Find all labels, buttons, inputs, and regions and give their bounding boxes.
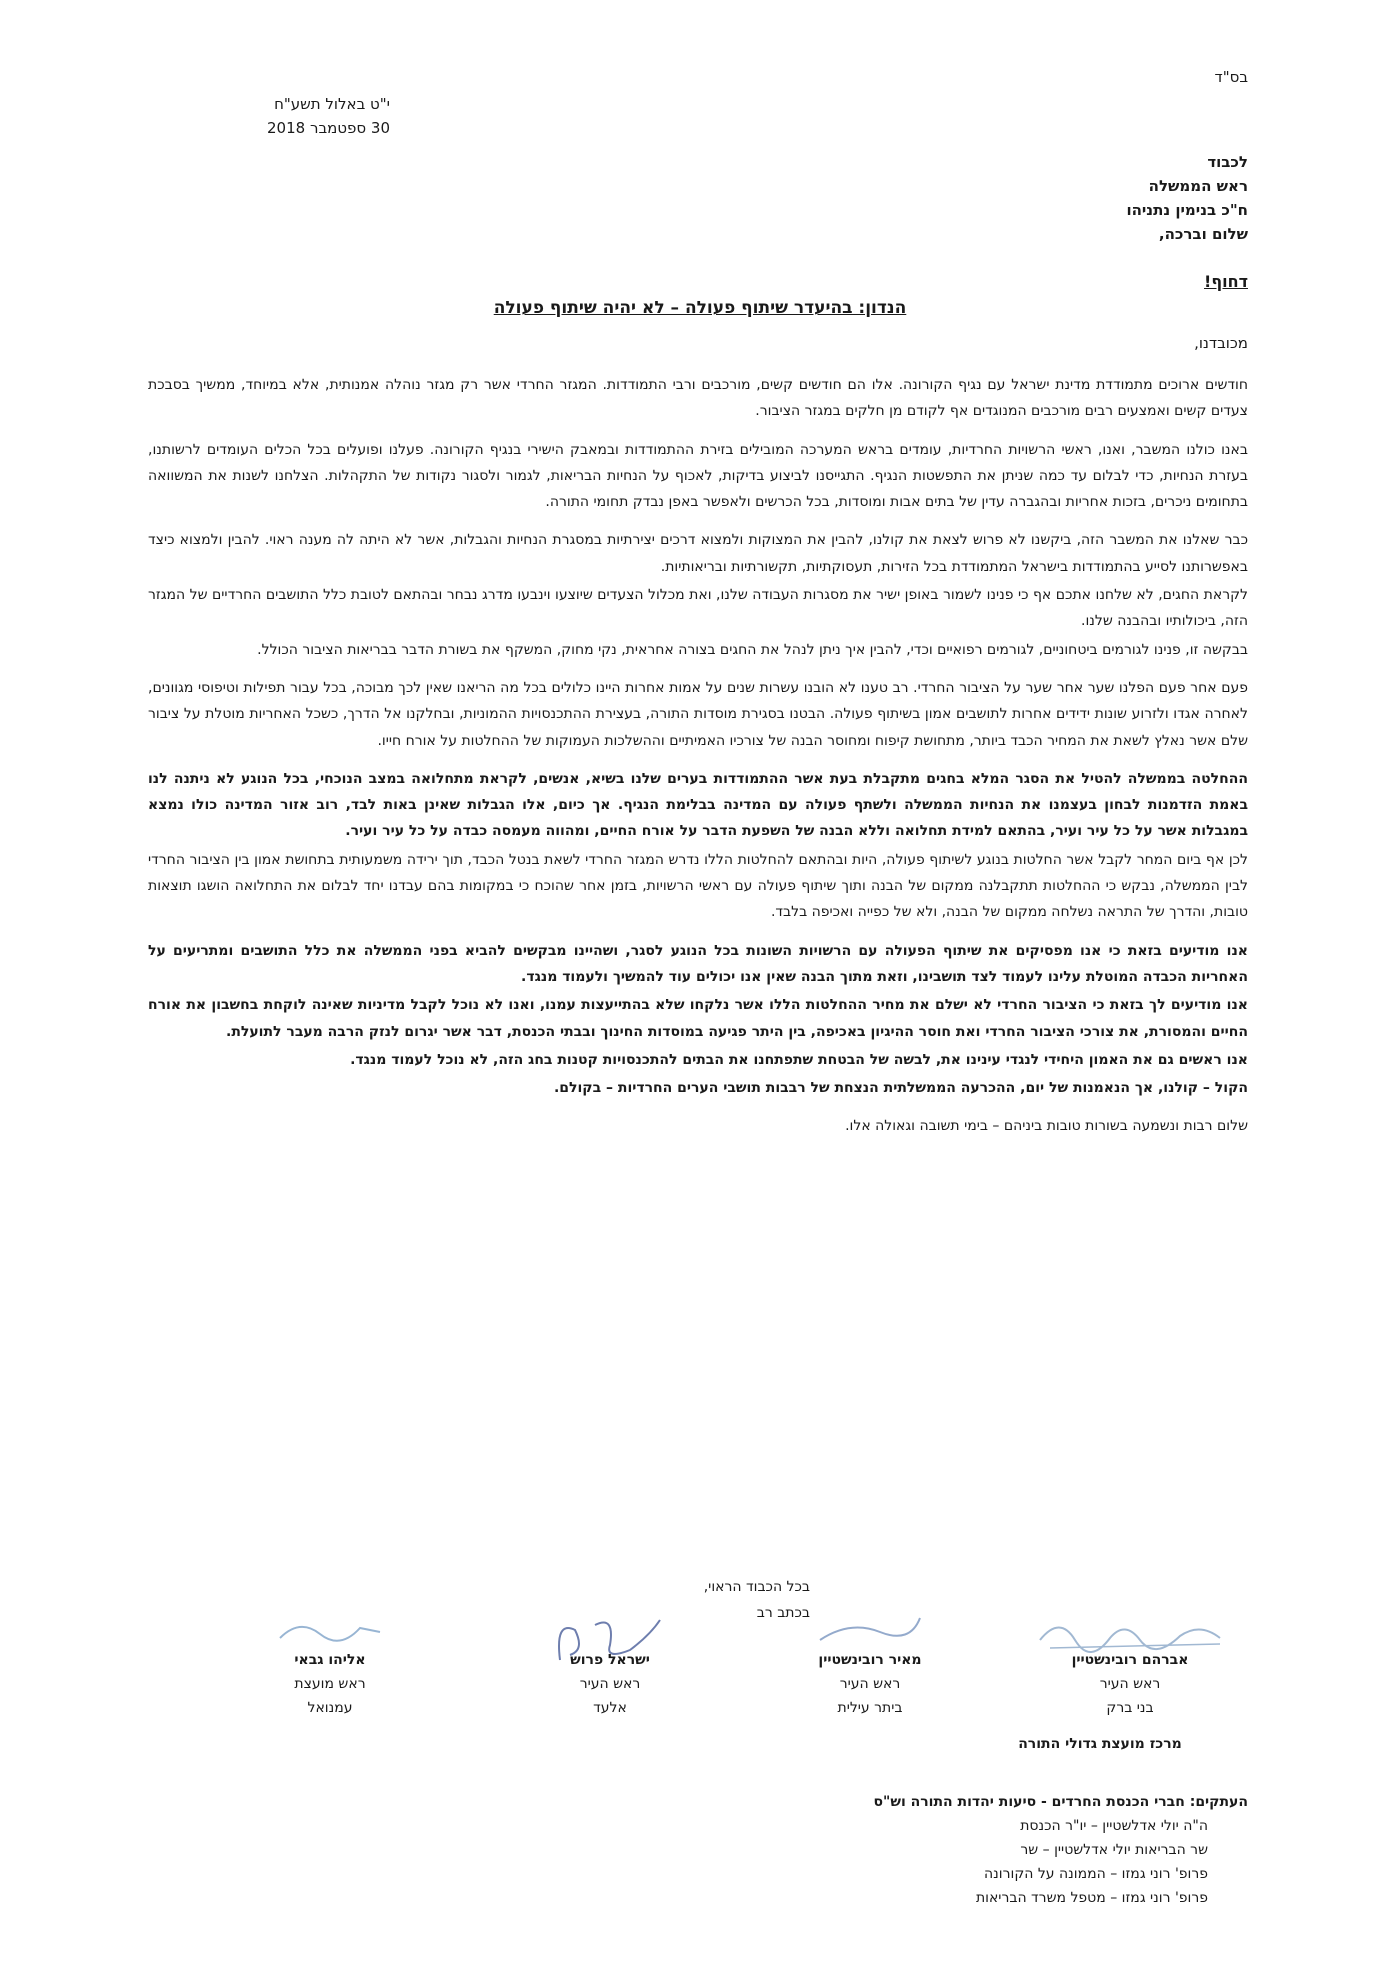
signature-1 (1020, 1616, 1240, 1720)
council-label: מרכז מועצת גדולי התורה (1018, 1736, 1182, 1752)
addressee-block (848, 150, 1248, 246)
cc-item: שר הבריאות יולי אדלשטיין – שר (1020, 1842, 1208, 1858)
body-paragraph: בבקשה זו, פנינו לגורמים ביטחוניים, לגורמים רפואיים וכדי, להבין איך ניתן לנהל את החגים בצורה אחראית, נקי מחוק, המשקף את בשורת הדבר בבריאות הציבור הכולל. (257, 641, 1248, 658)
body-paragraph: לכן אף ביום המחר לקבל אשר החלטות בנוגע לשיתוף פעולה, היות ובהתאם להחלטות הללו נדרש המגזר החרדי לשאת בנטל הכבד, תוך ירידה משמעותית בתחושת אמון בין הציבור החרדי לבין הממשלה, נבקש כי ההחלטות תתקבלנה ממקום של הבנה ותוך שיתוף פעולה עם ראשי הרשויות, בזמן אחר שהוכח כי במקומות בהם עבדנו יחד לבלום את התחלואה הושגו תוצאות טובות, והדרך של התראה נשלחה ממקום של הבנה, ולא של כפייה ואכיפה בלבד. (148, 851, 1248, 921)
body-paragraph-bold: אנו מודיעים בזאת כי אנו מפסיקים את שיתוף הפעולה עם הרשויות השונות בכל הנוגע לסגר, ושהיינו מבקשים להביא בפני הממשלה את כלל התושבים ומתריעים על האחריות הכבדה המוטלת עלינו לעמוד לצד תושבינו, וזאת מתוך הבנה שאין אנו יכולים עוד להמשיך ולעמוד מנגד. (148, 942, 1248, 985)
closing-line: בכל הכבוד הראוי, (703, 1579, 810, 1595)
greeting: מכובדנו, (1194, 334, 1248, 352)
signatures-block (150, 1616, 1250, 1776)
signer-title: ראש העיר (839, 1676, 901, 1692)
addressee-line: לכבוד (1207, 153, 1248, 171)
signature-3 (510, 1616, 710, 1720)
date-gregorian: 30 ספטמבר 2018 (267, 119, 390, 137)
body-paragraph-bold: אנו ראשים גם את האמון היחידי לנגדי עינינו את, לבשה של הבטחת שתפתחנו את הבתים להתכנסויות קטנות בחג הזה, לא נוכל לעמוד מנגד. (350, 1051, 1248, 1068)
cc-item: פרופ' רוני גמזו – מטפל משרד הבריאות (975, 1890, 1208, 1906)
signer-name: ישראל פרוש (570, 1652, 650, 1668)
closing-line: בכתב רב (756, 1605, 810, 1621)
body-paragraph: חודשים ארוכים מתמודדת מדינת ישראל עם נגיף הקורונה. אלו הם חודשים קשים, מורכבים ורבי התמודדות. המגזר החרדי אשר רק מגזר נוהלה אמנותית, אלא במיוחד, ממשיך בסבכת צעדים קשים ואמצעים רבים מורכבים המנוגדים אף לקודם מן חלקים במגזר הציבור. (148, 377, 1248, 420)
cc-block (628, 1790, 1248, 1910)
signer-name: אברהם רובינשטיין (1071, 1652, 1189, 1668)
body-paragraph-bold: אנו מודיעים לך בזאת כי הציבור החרדי לא ישלם את מחיר ההחלטות הללו אשר נלקחו שלא בהתייעצות עמנו, ואנו לא נוכל לקבל מדיניות שאינה לוקחת בחשבון את אורח החיים והמסורת, את צורכי הציבור החרדי ואת חוסר ההיגיון באכיפה, בין היתר פגיעה במוסדות החינוך ובבתי הכנסת, דבר אשר יגרום לנזק הרבה מעבר לתועלת. (148, 997, 1248, 1040)
addressee-line: ראש הממשלה (1148, 177, 1248, 195)
body-paragraph: שלום רבות ונשמעה בשורות טובות ביניהם – בימי תשובה וגאולה אלו. (845, 1118, 1248, 1135)
cc-item: פרופ' רוני גמזו – הממונה על הקורונה (984, 1866, 1208, 1882)
letter-body (148, 372, 1248, 1152)
body-paragraph-bold: ההחלטה בממשלה להטיל את הסגר המלא בחגים מתקבלת בעת אשר ההתמודדות בערים שלנו בשיא, אנשים, לקראת מתחלואה במצב הנוכחי, בכל הנוגע לא ניתנה לנו באמת הזדמנות לבחון בעצמנו את הנחיות הממשלה ולשתף פעולה עם המדינה בבלימת הנגיף. אך כיום, אלו הגבלות שאינן באות לבד, רוב אזור המדינה כולו נמצא במגבלות אשר על כל עיר ועיר, בהתאם למידת תחלואה וללא הבנה של השפעת הדבר על אורח החיים, ומהווה מעמסה כבדה על כל עיר ועיר. (148, 770, 1248, 840)
cc-item: ה"ה יולי אדלשטיין – יו"ר הכנסת (1020, 1818, 1208, 1834)
signer-place: עמנואל (307, 1700, 353, 1716)
signer-title: ראש העיר (579, 1676, 641, 1692)
signer-place: ביתר עילית (837, 1700, 903, 1716)
signature-2 (770, 1616, 970, 1720)
date-hebrew: י"ט באלול תשע"ח (274, 95, 390, 113)
body-paragraph: לקראת החגים, לא שלחנו אתכם אף כי פנינו לשמור באופן ישיר את מסגרות העבודה שלנו, ואת מכלול הצעדים שיוצעו וינבעו מדרג נבחר ובהתאם לטובת כלל התושבים החרדיים של המגזר הזה, ביכולותיו ובהבנה שלנו. (148, 587, 1248, 630)
signature-4 (230, 1616, 430, 1720)
body-paragraph-bold: הקול – קולנו, אך הנאמנות של יום, ההכרעה הממשלתית הנצחת של רבבות תושבי הערים החרדיות – בקולם. (553, 1080, 1248, 1097)
addressee-line: ח"כ בנימין נתניהו (1126, 201, 1248, 219)
body-paragraph: כבר שאלנו את המשבר הזה, ביקשנו לא פרוש לצאת את קולנו, להבין את המצוקות ולמצוא דרכים יצירתיות במסגרת הנחיות והגבלות, אשר לא היתה לה מענה ראוי. להבין ולמצוא כיצד באפשרותנו לסייע בהתמודדות בישראל המתמודדת בכל הזירות, תעסוקתיות, תקשורתיות ובריאותיות. (148, 532, 1248, 575)
bsd-header: בס"ד (1214, 68, 1248, 86)
letter-date (150, 92, 390, 140)
signer-title: ראש מועצת (294, 1676, 366, 1692)
body-paragraph: באנו כולנו המשבר, ואנו, ראשי הרשויות החרדיות, עומדים בראש המערכה המובילים בזירת ההתמודדות ובמאבק הישירי בנגיף הקורונה. פעלנו ופועלים בכל הכלים העומדים לרשותנו, בעזרת הנחיות, כדי לבלום עד כמה שניתן את התפשטות הנגיף. התגייסנו לביצוע בדיקות, לאכוף על הנחיות הבריאות, לגמור ולסגור נקודות של התקהלות. הצלחנו לשנות את המשוואה בתחומים ניכרים, בזכות אחריות ובהגברה עדין של בתים אבות ומוסדות, בכל הכרשים ולאפשר באפן נבדק תחומי התורה. (148, 441, 1248, 511)
body-paragraph: פעם אחר פעם הפלנו שער אחר שער על הציבור החרדי. רב טענו לא הובנו עשרות שנים על אמות אחרות היינו כלולים בכל מה הריאנו שאין לכך מבוכה, בכל עבור תפילות וטיפוסי מגוונים, לאחרה אגדו ולזרוע שונות ידידים אחרות לתושבים אמון בשיתוף פעולה. הבטנו בסגירת מוסדות התורה, בעצירת ההתכנסויות ההמוניות, ובחלקנו אל הדרך, כשכל האחריות מוטלת על ציבור שלם אשר נאלץ לשאת את המחיר הכבד ביותר, מתחושת קיפוח ומחוסר הבנה של צורכיו האמיתיים וההשלכות העמוקות של ההחלטות על אורח חייו. (148, 679, 1248, 749)
signer-name: אליהו גבאי (294, 1652, 366, 1668)
urgent-label: דחוף! (1204, 272, 1248, 291)
subject-line: הנדון: בהיעדר שיתוף פעולה – לא יהיה שיתוף פעולה (493, 298, 907, 318)
signer-place: בני ברק (1106, 1700, 1154, 1716)
signer-place: אלעד (593, 1700, 627, 1716)
signer-title: ראש העיר (1099, 1676, 1161, 1692)
addressee-line: שלום וברכה, (1158, 225, 1248, 243)
cc-heading: העתקים: חברי הכנסת החרדים - סיעות יהדות התורה וש"ס (873, 1794, 1248, 1810)
signer-name: מאיר רובינשטיין (818, 1652, 922, 1668)
